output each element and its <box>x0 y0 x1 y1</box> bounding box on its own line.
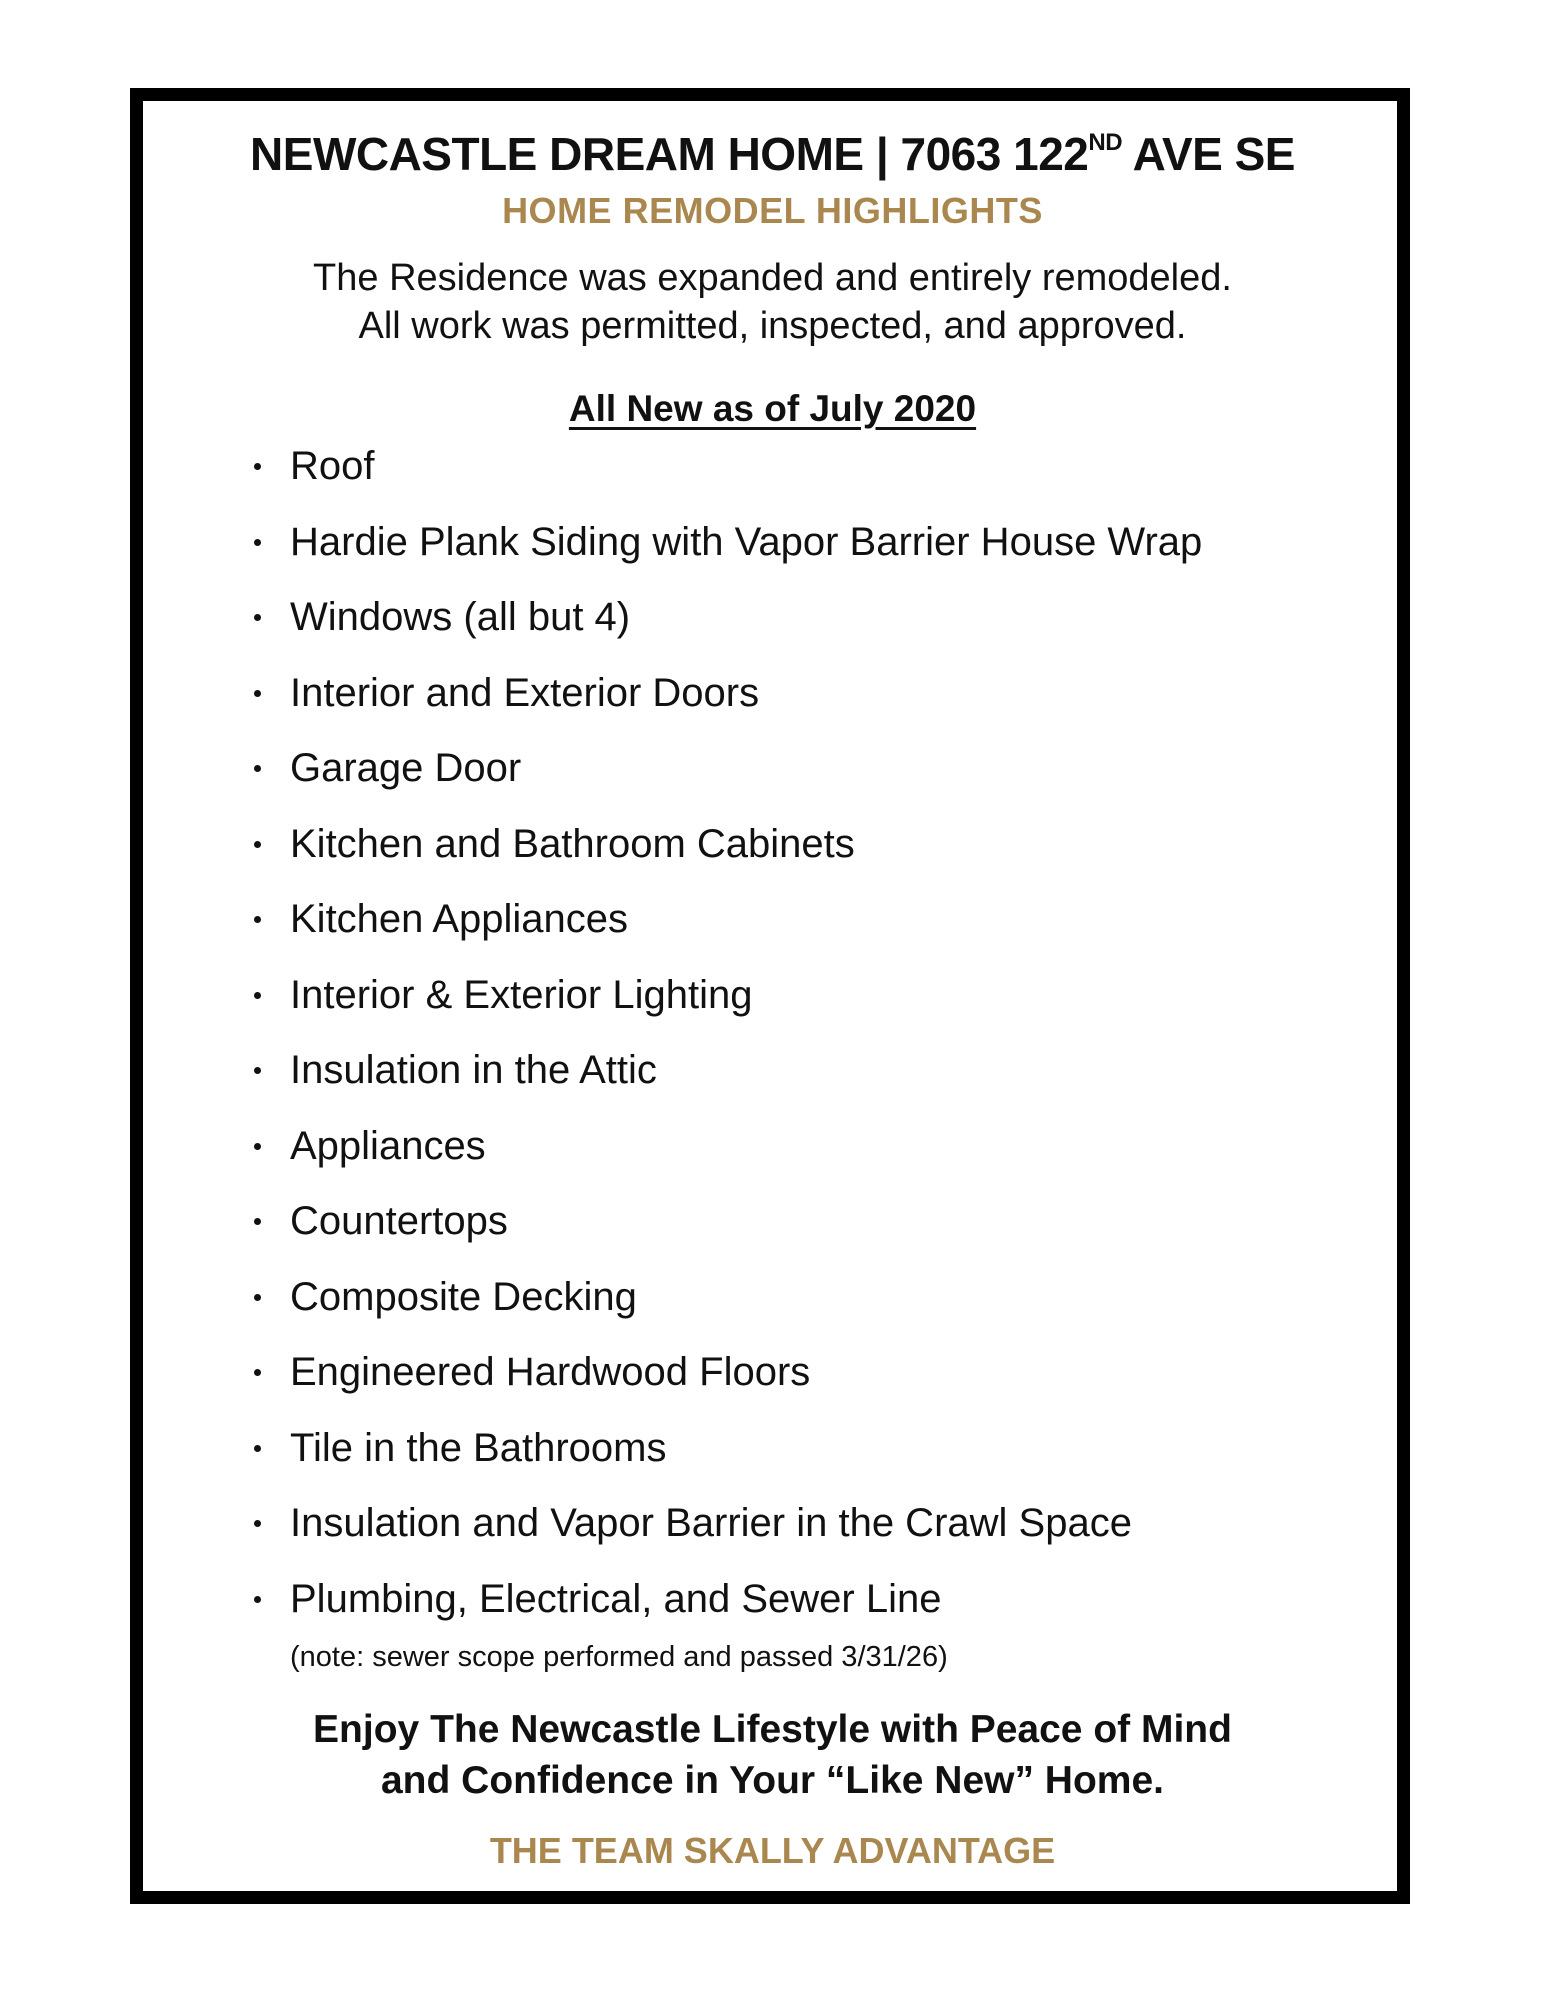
list-item <box>254 1267 1202 1343</box>
intro-line-1: The Residence was expanded and entirely remodeled. <box>313 257 1232 299</box>
section-heading: All New as of July 2020 <box>568 388 977 429</box>
title-main: NEWCASTLE DREAM HOME | 7063 122 <box>250 128 1089 180</box>
bullet-icon <box>254 690 261 697</box>
list-item <box>254 587 1202 663</box>
bullet-icon <box>254 916 261 923</box>
bullet-icon <box>254 614 261 621</box>
list-item <box>254 1116 1202 1192</box>
bullet-icon <box>254 1369 261 1376</box>
remodel-items-list <box>254 436 1202 1644</box>
list-item-label: Kitchen and Bathroom Cabinets <box>290 821 855 866</box>
intro-text <box>0 254 1545 350</box>
list-item <box>254 889 1202 965</box>
bullet-icon <box>254 463 261 470</box>
list-item <box>254 1493 1202 1569</box>
list-item-label: Roof <box>290 444 375 488</box>
list-item <box>254 1569 1202 1645</box>
page-subtitle: HOME REMODEL HIGHLIGHTS <box>502 190 1043 231</box>
list-item-label: Engineered Hardwood Floors <box>290 1350 811 1394</box>
bullet-icon <box>254 1520 261 1527</box>
list-item-label: Interior and Exterior Doors <box>290 670 760 715</box>
list-item-label: Windows (all but 4) <box>290 595 631 639</box>
bullet-icon <box>254 1294 261 1301</box>
bullet-icon <box>254 1445 261 1452</box>
sewer-note: (note: sewer scope performed and passed 3/31/26) <box>290 1641 948 1673</box>
list-item <box>254 1342 1202 1418</box>
list-item <box>254 814 1202 890</box>
list-item-label: Countertops <box>290 1199 508 1243</box>
bullet-icon <box>254 992 261 999</box>
title-superscript: ND <box>1088 129 1123 156</box>
list-item-label: Appliances <box>290 1123 486 1168</box>
closing-statement <box>0 1704 1545 1806</box>
list-item-label: Garage Door <box>290 746 522 790</box>
list-item-label: Interior & Exterior Lighting <box>290 972 753 1017</box>
list-item-label: Kitchen Appliances <box>290 897 629 941</box>
bullet-icon <box>254 1218 261 1225</box>
bullet-icon <box>254 841 261 848</box>
closing-line-2: and Confidence in Your “Like New” Home. <box>380 1759 1164 1802</box>
brand-tagline: THE TEAM SKALLY ADVANTAGE <box>489 1830 1056 1871</box>
bullet-icon <box>254 539 261 546</box>
list-item <box>254 1191 1202 1267</box>
list-item-label: Hardie Plank Siding with Vapor Barrier House Wrap <box>290 519 1203 564</box>
bullet-icon <box>254 1596 261 1603</box>
title-tail: AVE SE <box>1122 128 1295 180</box>
list-item <box>254 512 1202 588</box>
closing-line-1: Enjoy The Newcastle Lifestyle with Peace of Mind <box>313 1708 1232 1751</box>
list-item <box>254 738 1202 814</box>
list-item-label: Composite Decking <box>290 1274 637 1319</box>
list-item-label: Insulation and Vapor Barrier in the Crawl Space <box>290 1501 1132 1545</box>
list-item <box>254 1418 1202 1494</box>
list-item-label: Insulation in the Attic <box>290 1048 657 1092</box>
bullet-icon <box>254 1067 261 1074</box>
list-item <box>254 1040 1202 1116</box>
bullet-icon <box>254 765 261 772</box>
page-title <box>0 124 1545 184</box>
list-item-label: Tile in the Bathrooms <box>290 1425 667 1470</box>
list-item <box>254 436 1202 512</box>
list-item <box>254 663 1202 739</box>
list-item-label: Plumbing, Electrical, and Sewer Line <box>290 1576 942 1621</box>
bullet-icon <box>254 1143 261 1150</box>
intro-line-2: All work was permitted, inspected, and approved. <box>358 305 1187 347</box>
list-item <box>254 965 1202 1041</box>
